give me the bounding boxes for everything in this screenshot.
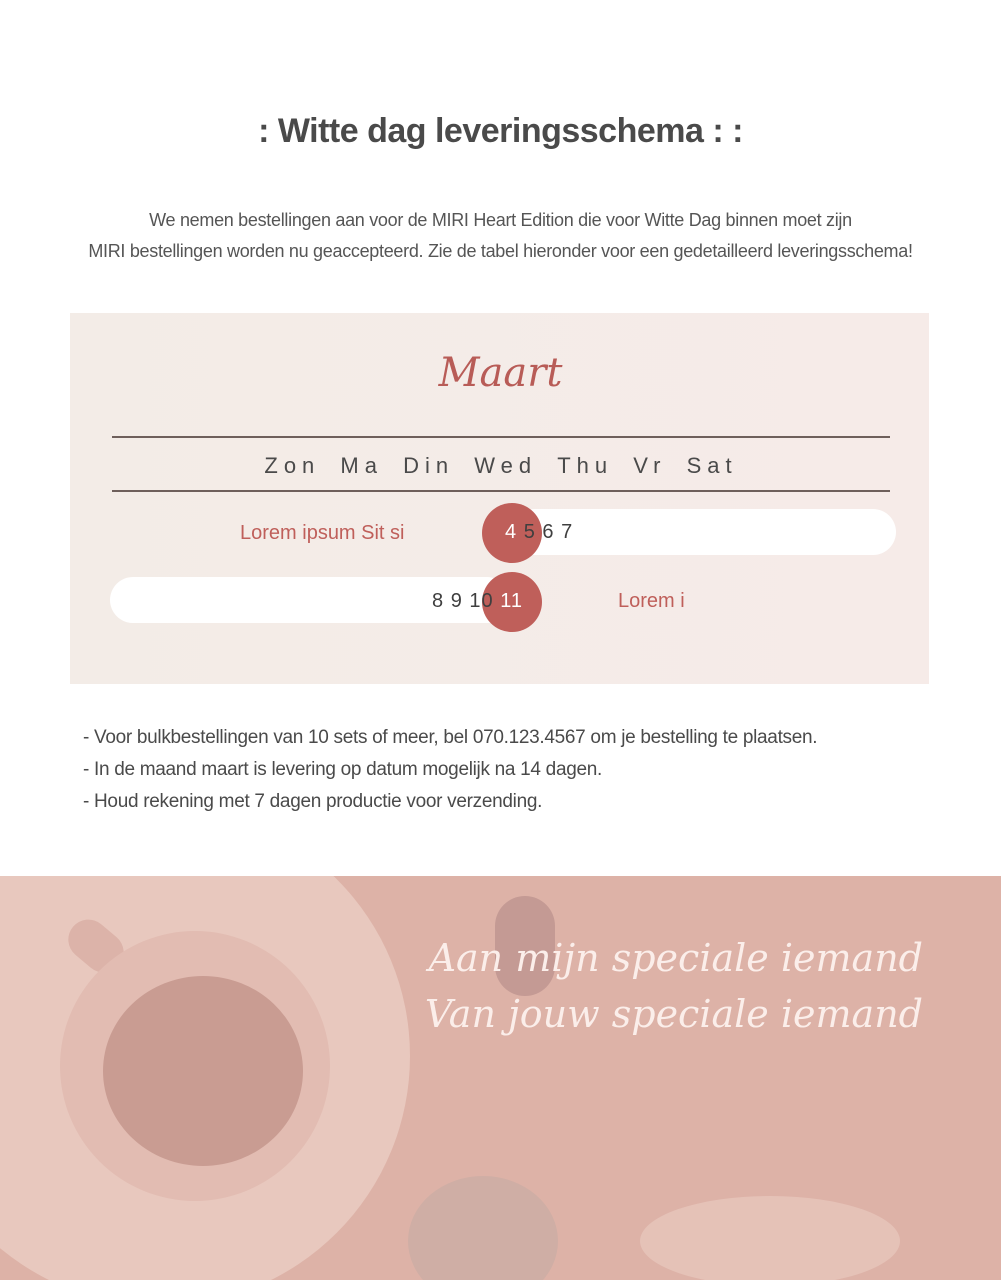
week-1-label: Lorem ipsum Sit si	[240, 522, 405, 544]
coffee-surface-image	[103, 976, 303, 1166]
flowers-image	[640, 1196, 900, 1280]
note-bulk-order: - Voor bulkbestellingen van 10 sets of meer, bel 070.123.4567 om je bestelling te plaatsen.	[83, 727, 818, 748]
banner-photo	[0, 876, 1001, 1280]
calendar-weekdays	[112, 453, 890, 479]
week-2-label: Lorem i	[618, 590, 685, 612]
page-title: : Witte dag leveringsschema : :	[258, 112, 743, 150]
weekday-sat: Sat	[686, 453, 738, 478]
weekday-wed: Wed	[474, 453, 538, 478]
week-2-dates	[432, 590, 523, 613]
weekday-tue: Din	[403, 453, 455, 478]
macaron-image-2	[408, 1176, 558, 1280]
weekday-sun: Zon	[264, 453, 321, 478]
calendar-bottom-rule	[112, 490, 890, 492]
date-4: 4	[505, 521, 518, 543]
intro-text	[0, 205, 1001, 267]
weekday-thu: Thu	[557, 453, 614, 478]
date-10: 10	[469, 590, 494, 612]
date-7: 7	[561, 521, 574, 543]
banner-line-2: Van jouw speciale iemand	[424, 992, 923, 1036]
date-6: 6	[542, 521, 555, 543]
intro-line-2: MIRI bestellingen worden nu geaccepteerd. Zie de tabel hieronder voor een gedetailleerd leveringsschema!	[88, 241, 913, 261]
banner-line-1: Aan mijn speciale iemand	[428, 936, 923, 980]
calendar-month: Maart	[438, 350, 563, 396]
note-production-time: - Houd rekening met 7 dagen productie voor verzending.	[83, 791, 543, 812]
week-1-dates	[505, 521, 573, 544]
note-delivery-date: - In de maand maart is levering op datum mogelijk na 14 dagen.	[83, 759, 602, 780]
date-5: 5	[523, 521, 536, 543]
calendar-top-rule	[112, 436, 890, 438]
intro-line-1: We nemen bestellingen aan voor de MIRI Heart Edition die voor Witte Dag binnen moet zijn	[149, 210, 852, 230]
date-11: 11	[500, 590, 523, 612]
date-8: 8	[432, 590, 445, 612]
notes-list	[83, 722, 817, 818]
weekday-mon: Ma	[340, 453, 383, 478]
weekday-fri: Vr	[633, 453, 667, 478]
date-9: 9	[450, 590, 463, 612]
